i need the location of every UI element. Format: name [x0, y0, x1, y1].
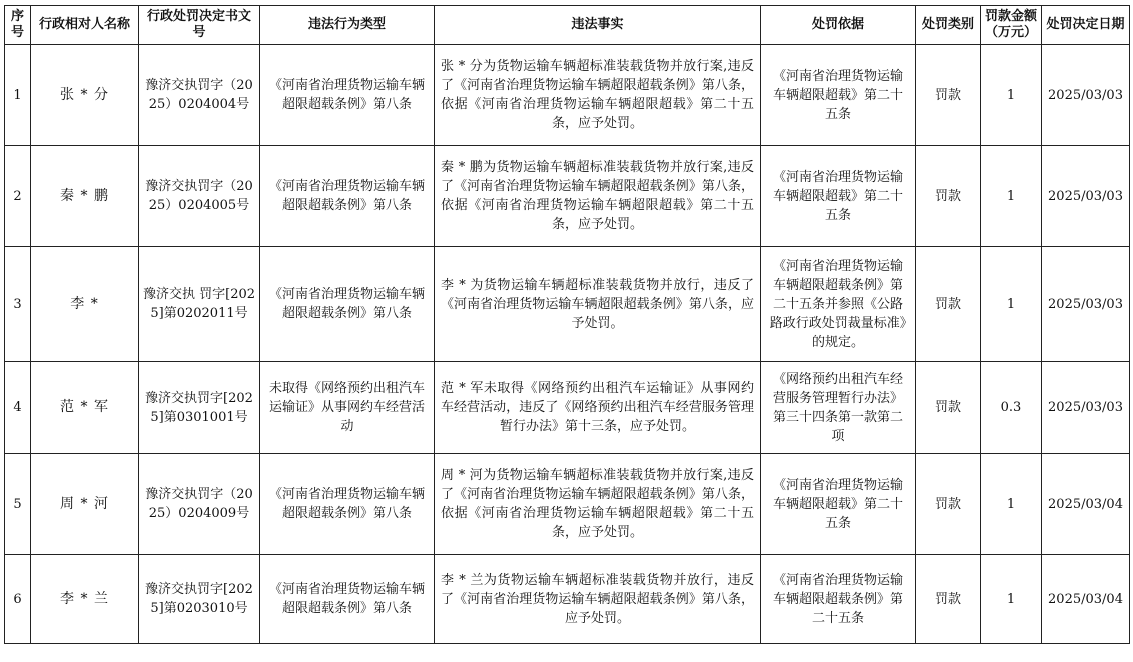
cell-category: 罚款	[916, 362, 981, 454]
cell-amount: 1	[981, 247, 1042, 362]
cell-facts: 范 * 军未取得《网络预约出租汽车运输证》从事网约车经营活动，违反了《网络预约出租汽车经营服务管理暂行办法》第十三条，应予处罚。	[435, 362, 761, 454]
header-seq: 序号	[5, 6, 31, 45]
table-row	[5, 146, 1130, 247]
cell-basis: 《河南省治理货物运输车辆超限超载》第二十五条	[761, 146, 916, 247]
cell-facts: 周 * 河为货物运输车辆超标准装载货物并放行案,违反了《河南省治理货物运输车辆超限超载条例》第八条，依据《河南省治理货物运输车辆超限超载》第二十五条，应予处罚。	[435, 454, 761, 555]
table-row	[5, 247, 1130, 362]
cell-category: 罚款	[916, 146, 981, 247]
cell-date: 2025/03/03	[1042, 45, 1130, 146]
header-category: 处罚类别	[916, 6, 981, 45]
cell-amount: 0.3	[981, 362, 1042, 454]
cell-basis: 《河南省治理货物运输车辆超限超载》第二十五条	[761, 454, 916, 555]
header-violation-type: 违法行为类型	[260, 6, 435, 45]
header-basis: 处罚依据	[761, 6, 916, 45]
cell-facts: 李 * 兰为货物运输车辆超标准装载货物并放行，违反了《河南省治理货物运输车辆超限超载条例》第八条，应予处罚。	[435, 555, 761, 644]
cell-category: 罚款	[916, 454, 981, 555]
cell-violation-type: 未取得《网络预约出租汽车运输证》从事网约车经营活动	[260, 362, 435, 454]
header-amount: 罚款金额（万元）	[981, 6, 1042, 45]
cell-date: 2025/03/04	[1042, 555, 1130, 644]
cell-seq: 2	[5, 146, 31, 247]
cell-doc-no: 豫济交执罚字[2025]第0203010号	[139, 555, 260, 644]
cell-category: 罚款	[916, 45, 981, 146]
cell-party: 周 * 河	[31, 454, 139, 555]
cell-facts: 秦 * 鹏为货物运输车辆超标准装载货物并放行案,违反了《河南省治理货物运输车辆超限超载条例》第八条，依据《河南省治理货物运输车辆超限超载》第二十五条，应予处罚。	[435, 146, 761, 247]
cell-doc-no: 豫济交执罚字[2025]第0301001号	[139, 362, 260, 454]
cell-basis: 《河南省治理货物运输车辆超限超载条例》第二十五条并参照《公路路政行政处罚裁量标准》的规定。	[761, 247, 916, 362]
cell-party: 秦 * 鹏	[31, 146, 139, 247]
penalty-table-container	[4, 5, 1130, 644]
cell-amount: 1	[981, 555, 1042, 644]
cell-doc-no: 豫济交执罚字（2025）0204004号	[139, 45, 260, 146]
cell-amount: 1	[981, 146, 1042, 247]
cell-party: 李 * 兰	[31, 555, 139, 644]
cell-basis: 《河南省治理货物运输车辆超限超载》第二十五条	[761, 45, 916, 146]
cell-date: 2025/03/03	[1042, 146, 1130, 247]
cell-seq: 5	[5, 454, 31, 555]
cell-party: 范 * 军	[31, 362, 139, 454]
cell-doc-no: 豫济交执罚字（2025）0204005号	[139, 146, 260, 247]
cell-facts: 李 * 为货物运输车辆超标准装载货物并放行，违反了《河南省治理货物运输车辆超限超载条例》第八条，应予处罚。	[435, 247, 761, 362]
cell-violation-type: 《河南省治理货物运输车辆超限超载条例》第八条	[260, 555, 435, 644]
cell-basis: 《河南省治理货物运输车辆超限超载条例》第二十五条	[761, 555, 916, 644]
cell-party: 张 * 分	[31, 45, 139, 146]
cell-facts: 张 * 分为货物运输车辆超标准装载货物并放行案,违反了《河南省治理货物运输车辆超限超载条例》第八条，依据《河南省治理货物运输车辆超限超载》第二十五条，应予处罚。	[435, 45, 761, 146]
cell-violation-type: 《河南省治理货物运输车辆超限超载条例》第八条	[260, 454, 435, 555]
table-row	[5, 454, 1130, 555]
table-row	[5, 555, 1130, 644]
cell-date: 2025/03/03	[1042, 362, 1130, 454]
cell-date: 2025/03/03	[1042, 247, 1130, 362]
cell-doc-no: 豫济交执罚字（2025）0204009号	[139, 454, 260, 555]
cell-party: 李 *	[31, 247, 139, 362]
cell-category: 罚款	[916, 247, 981, 362]
cell-basis: 《网络预约出租汽车经营服务管理暂行办法》第三十四条第一款第二项	[761, 362, 916, 454]
cell-seq: 4	[5, 362, 31, 454]
cell-seq: 3	[5, 247, 31, 362]
cell-amount: 1	[981, 45, 1042, 146]
header-party: 行政相对人名称	[31, 6, 139, 45]
cell-category: 罚款	[916, 555, 981, 644]
penalty-table	[4, 5, 1130, 644]
cell-seq: 1	[5, 45, 31, 146]
table-row	[5, 362, 1130, 454]
cell-date: 2025/03/04	[1042, 454, 1130, 555]
table-row	[5, 45, 1130, 146]
header-doc-no: 行政处罚决定书文号	[139, 6, 260, 45]
header-facts: 违法事实	[435, 6, 761, 45]
cell-violation-type: 《河南省治理货物运输车辆超限超载条例》第八条	[260, 146, 435, 247]
cell-doc-no: 豫济交执 罚字[2025]第0202011号	[139, 247, 260, 362]
header-date: 处罚决定日期	[1042, 6, 1130, 45]
cell-violation-type: 《河南省治理货物运输车辆超限超载条例》第八条	[260, 45, 435, 146]
cell-violation-type: 《河南省治理货物运输车辆超限超载条例》第八条	[260, 247, 435, 362]
cell-seq: 6	[5, 555, 31, 644]
table-header-row	[5, 6, 1130, 45]
cell-amount: 1	[981, 454, 1042, 555]
